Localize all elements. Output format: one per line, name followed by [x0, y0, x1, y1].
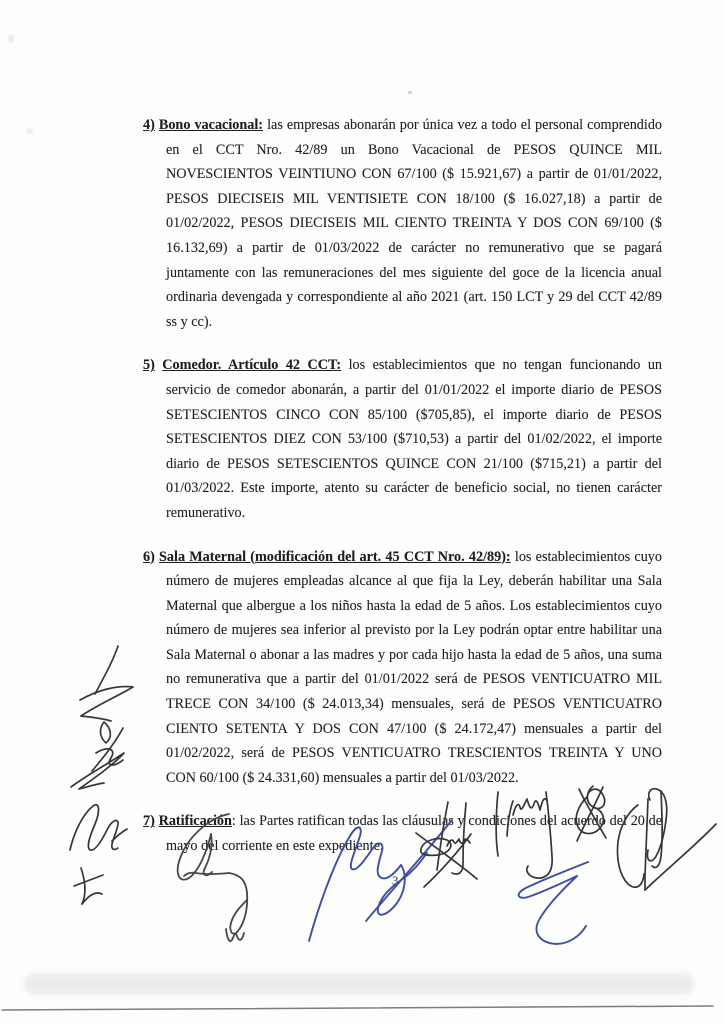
page-number: 3 — [392, 873, 399, 888]
clause-4-body: las empresas abonarán por única vez a todo el personal comprendido en el CCT Nro. 42/89 un Bono Vacacional de PESOS QUINCE MIL NOVESCIENTOS VEINTIUNO CON 67/100 ($ 15.921,67) a partir de 01/01/2022, PESOS DIECISEIS MIL VENTISIETE CON 18/100 ($ 16.027,18) a partir de 01/02/2022, PESOS DIECISEIS MIL CIENTO TREINTA Y DOS CON 69/100 ($ 16.132,69) a partir de 01/03/2022 de carácter no remunerativo que se pagará juntamente con las remuneraciones del mes siguiente del goce de la licencia anual ordinaria devengada y correspondiente al año 2021 (art. 150 LCT y 29 del CCT 42/89 ss y cc). — [166, 117, 663, 330]
clause-6-number: 6) — [143, 548, 155, 565]
document-text — [143, 113, 662, 878]
clause-7-heading-colon: : — [231, 813, 236, 830]
clause-5 — [143, 353, 662, 525]
clause-5-body: los establecimientos que no tengan funcionando un servicio de comedor abonarán, a partir del 01/01/2022 el importe diario de PESOS SETESCIENTOS CINCO CON 85/100 ($705,85), el importe diario de PESOS SETESCIENTOS DIEZ CON 53/100 ($710,53) a partir del 01/02/2022, el importe diario de PESOS SETESCIENTOS QUINCE CON 21/100 ($715,21) a partir del 01/03/2022. Este importe, atento su carácter de beneficio social, no tienen carácter remunerativo. — [166, 357, 663, 521]
clause-7 — [143, 809, 662, 858]
clause-7-number: 7) — [143, 813, 155, 830]
scan-edge-line — [2, 1006, 713, 1010]
scan-smudge — [25, 974, 694, 994]
clause-7-heading: Ratificación — [158, 813, 232, 830]
clause-6-heading: Sala Maternal (modificación del art. 45 CCT Nro. 42/89): — [159, 548, 511, 565]
signature-margin-3 — [70, 805, 127, 850]
clause-5-number: 5) — [143, 357, 155, 374]
scan-speck — [408, 91, 412, 94]
clause-4-number: 4) — [143, 117, 155, 133]
scan-speck — [8, 34, 14, 43]
clause-5-heading: Comedor. Artículo 42 CCT: — [162, 357, 342, 374]
clause-4-heading: Bono vacacional: — [158, 117, 264, 133]
signature-margin-2 — [71, 728, 124, 789]
signature-margin-1 — [80, 646, 133, 743]
signature-margin-4 — [74, 868, 103, 904]
clause-7-body: las Partes ratifican todas las cláusulas y condiciones del acuerdo del 20 de mayo del corriente en este expediente. — [166, 813, 663, 855]
clause-4 — [143, 113, 662, 334]
scan-speck — [26, 128, 33, 134]
clause-6 — [143, 545, 662, 791]
clause-6-body: los establecimientos cuyo número de mujeres empleadas alcance al que fija la Ley, deberán habilitar una Sala Maternal que albergue a los niños hasta la edad de 5 años. Los establecimientos cuyo número de mujeres sea inferior al previsto por la Ley podrán optar entre habilitar una Sala Maternal o abonar a las madres y por cada hijo hasta la edad de 5 años, una suma no remunerativa que a partir del 01/01/2022 será de PESOS VENTICUATRO MIL TRECE CON 34/100 ($ 24.013,34) mensuales, será de PESOS VENTICUATRO CIENTO SETENTA Y DOS CON 47/100 ($ 24.172,47) mensuales a partir del 01/02/2022, será de PESOS VENTICUATRO TRESCIENTOS TREINTA Y UNO CON 60/100 ($ 24.331,60) mensuales a partir del 01/03/2022. — [166, 548, 662, 786]
